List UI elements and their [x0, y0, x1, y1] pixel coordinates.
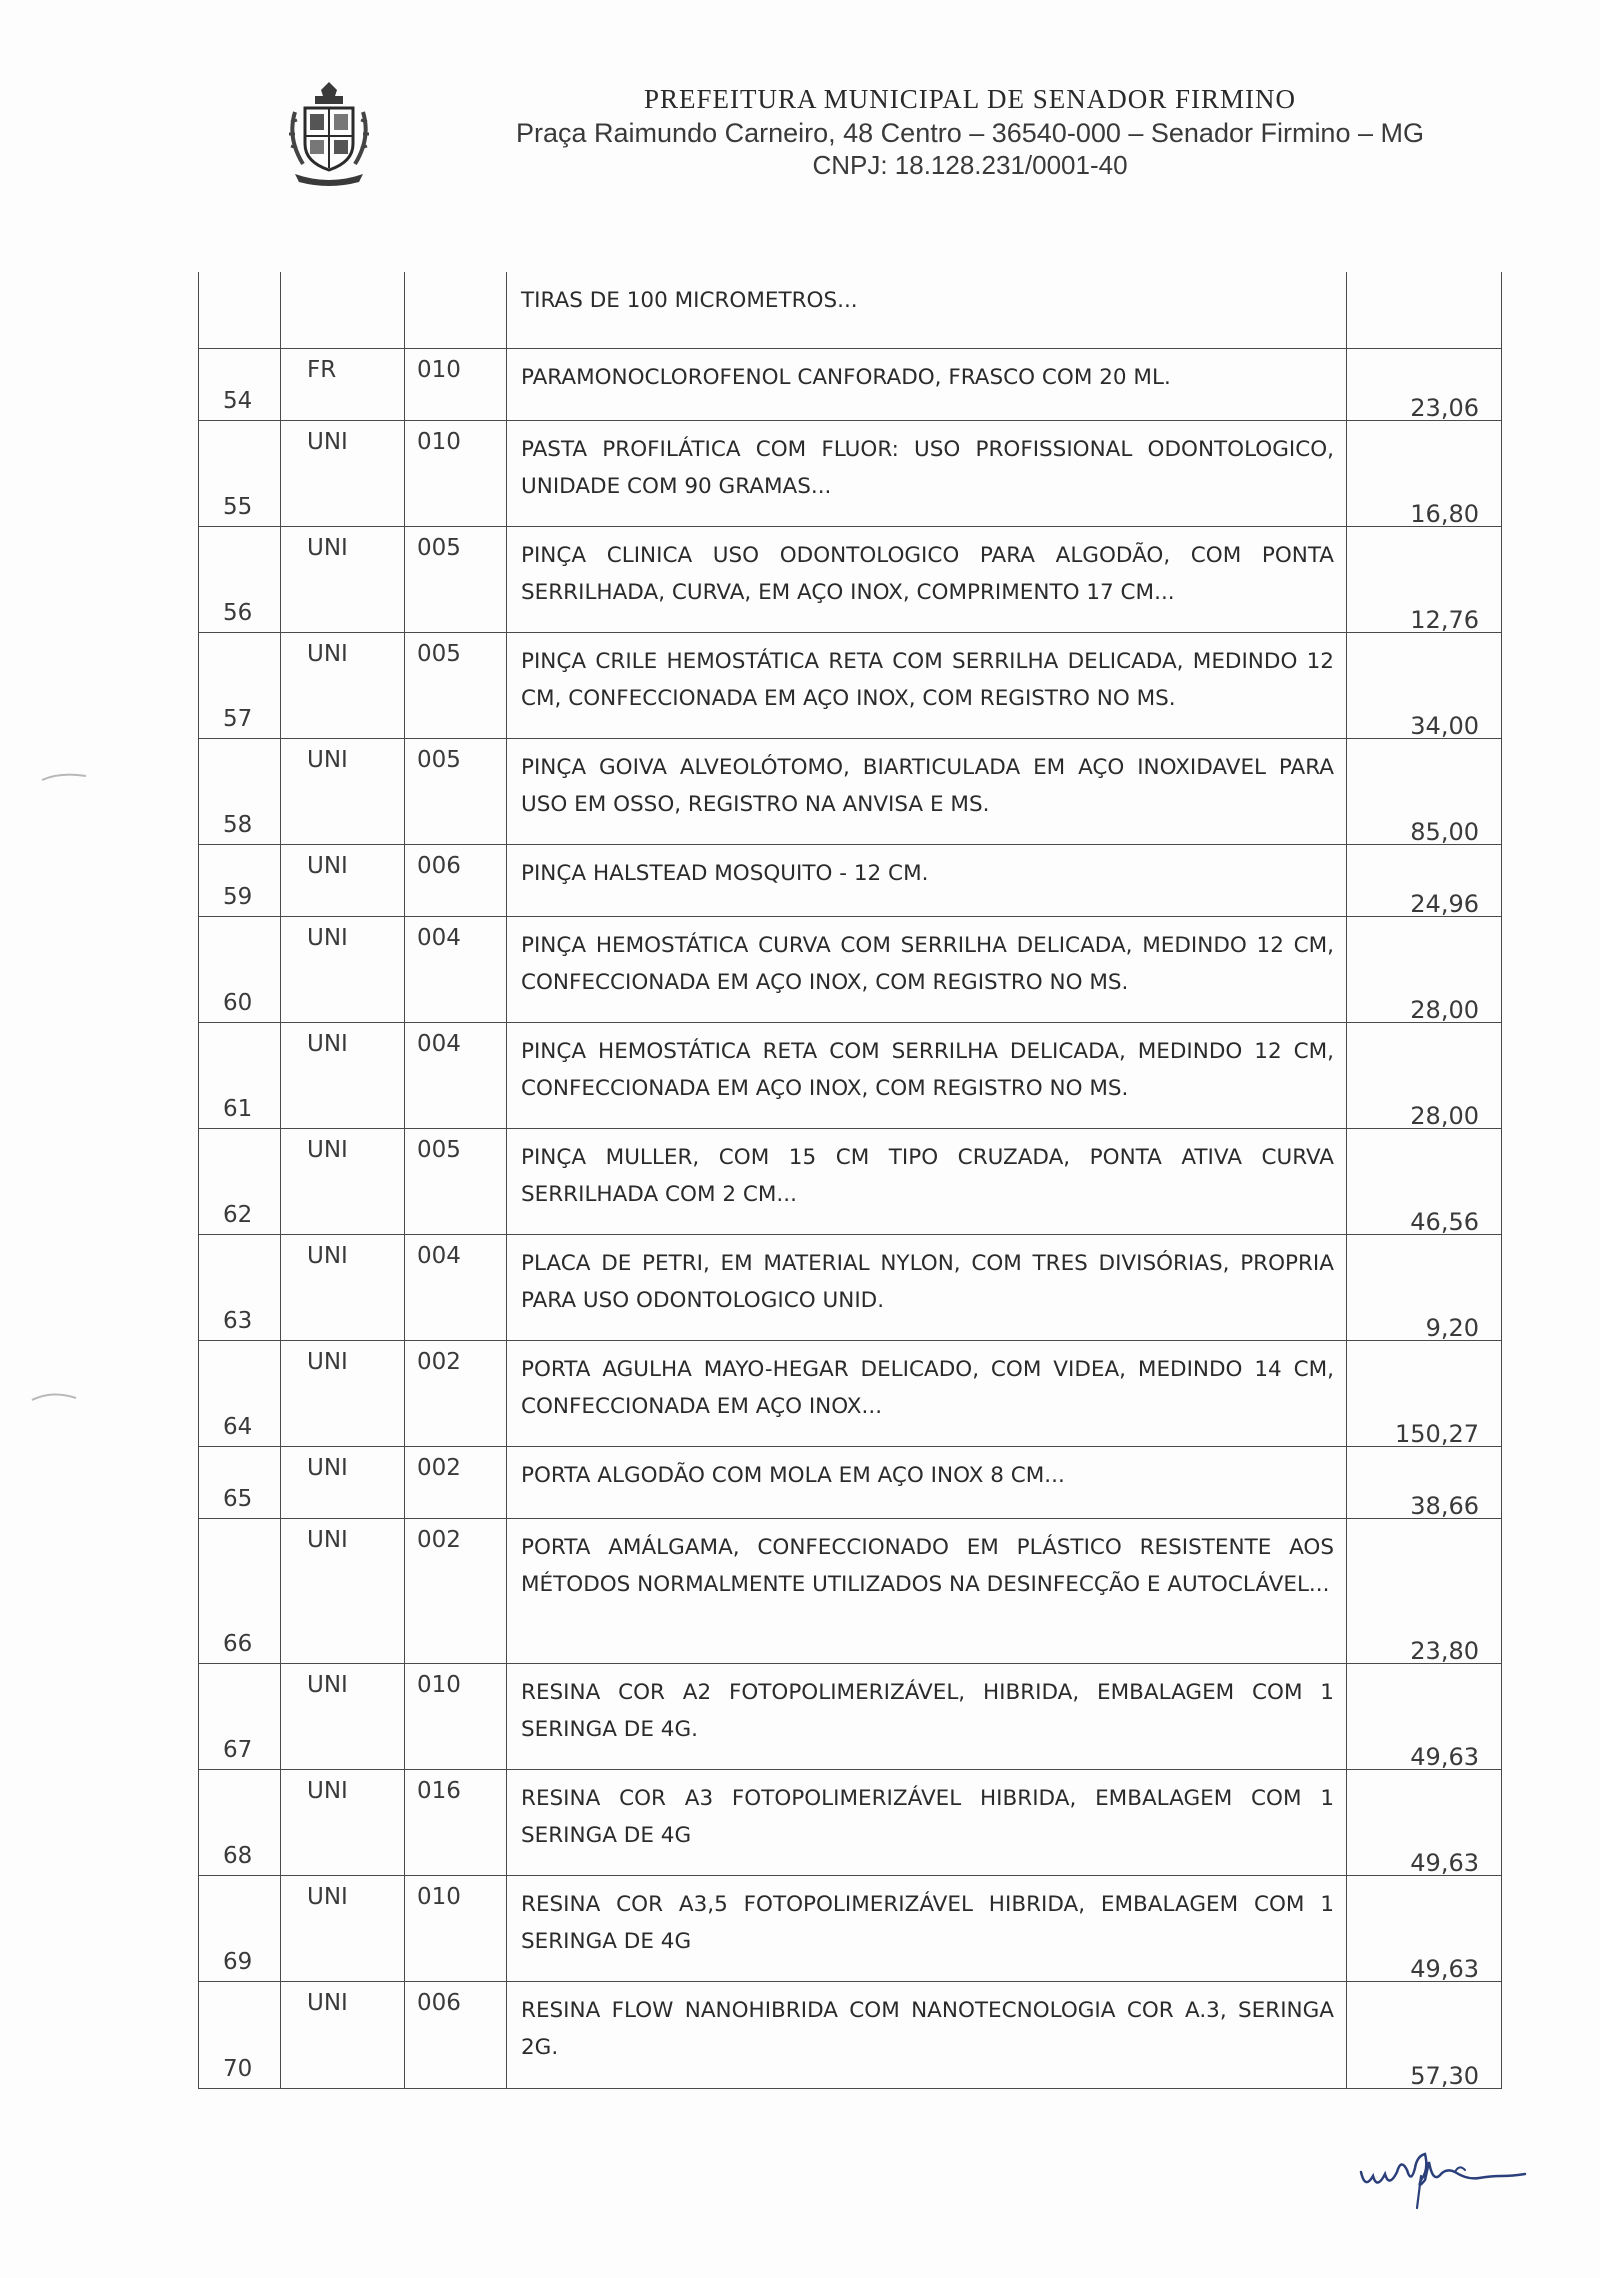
quantity-cell — [405, 1341, 507, 1446]
description-text: RESINA COR A3 FOTOPOLIMERIZÁVEL HIBRIDA, EMBALAGEM COM 1 SERINGA DE 4G — [521, 1786, 1334, 1848]
price-text: 49,63 — [1410, 1743, 1479, 1771]
item-number-cell — [199, 527, 281, 632]
description-cell — [507, 1129, 1347, 1234]
description-text: PINÇA CRILE HEMOSTÁTICA RETA COM SERRILHA DELICADA, MEDINDO 12 CM, CONFECCIONADA EM AÇO INOX, COM REGISTRO NO MS. — [521, 649, 1334, 711]
item-number: 60 — [223, 990, 253, 1016]
item-number: 57 — [223, 706, 253, 732]
quantity-text: 005 — [417, 1137, 461, 1163]
item-number-cell — [199, 917, 281, 1022]
price-text: 23,80 — [1410, 1637, 1479, 1665]
item-number-cell — [199, 421, 281, 526]
description-text: RESINA FLOW NANOHIBRIDA COM NANOTECNOLOGIA COR A.3, SERINGA 2G. — [521, 1998, 1334, 2060]
unit-cell — [281, 1447, 405, 1518]
header-cnpj: CNPJ: 18.128.231/0001-40 — [812, 150, 1128, 180]
unit-cell — [281, 633, 405, 738]
item-number-cell — [199, 1129, 281, 1234]
unit-cell — [281, 1982, 405, 2088]
table-row-continuation — [199, 272, 1501, 348]
price-text: 16,80 — [1410, 500, 1479, 528]
description-cell — [507, 272, 1347, 348]
item-number: 59 — [223, 884, 253, 910]
table-row — [199, 1446, 1501, 1518]
description-text: PINÇA HEMOSTÁTICA RETA COM SERRILHA DELICADA, MEDINDO 12 CM, CONFECCIONADA EM AÇO INOX, COM REGISTRO NO MS. — [521, 1039, 1334, 1101]
unit-cell — [281, 1023, 405, 1128]
price-text: 9,20 — [1425, 1314, 1479, 1342]
quantity-text: 005 — [417, 641, 461, 667]
price-cell — [1347, 421, 1501, 526]
quantity-cell — [405, 1519, 507, 1663]
table-row — [199, 1663, 1501, 1769]
quantity-text: 002 — [417, 1349, 461, 1375]
table-row — [199, 348, 1501, 420]
description-cell — [507, 1519, 1347, 1663]
item-number: 58 — [223, 812, 253, 838]
quantity-cell — [405, 845, 507, 916]
unit-cell — [281, 845, 405, 916]
description-cell — [507, 633, 1347, 738]
unit-cell — [281, 1664, 405, 1769]
price-text: 28,00 — [1410, 996, 1479, 1024]
municipal-crest-icon — [283, 78, 375, 188]
table-row — [199, 844, 1501, 916]
unit-cell — [281, 1235, 405, 1340]
description-text: PASTA PROFILÁTICA COM FLUOR: USO PROFISSIONAL ODONTOLOGICO, UNIDADE COM 90 GRAMAS... — [521, 437, 1334, 499]
unit-cell — [281, 917, 405, 1022]
quantity-cell — [405, 421, 507, 526]
unit-text: UNI — [307, 1527, 348, 1553]
unit-text: UNI — [307, 1778, 348, 1804]
description-cell — [507, 845, 1347, 916]
quantity-text: 004 — [417, 925, 461, 951]
quantity-text: 010 — [417, 1672, 461, 1698]
price-cell — [1347, 1876, 1501, 1981]
price-text: 85,00 — [1410, 818, 1479, 846]
description-cell — [507, 1447, 1347, 1518]
description-text: RESINA COR A2 FOTOPOLIMERIZÁVEL, HIBRIDA, EMBALAGEM COM 1 SERINGA DE 4G. — [521, 1680, 1334, 1742]
item-number-cell — [199, 633, 281, 738]
description-cell — [507, 527, 1347, 632]
description-cell — [507, 1982, 1347, 2088]
unit-text: UNI — [307, 1243, 348, 1269]
description-text: TIRAS DE 100 MICROMETROS... — [521, 288, 858, 313]
price-cell — [1347, 527, 1501, 632]
table-row — [199, 1769, 1501, 1875]
price-cell — [1347, 1519, 1501, 1663]
quantity-text: 010 — [417, 429, 461, 455]
item-number: 56 — [223, 600, 253, 626]
quantity-cell — [405, 1023, 507, 1128]
unit-text: UNI — [307, 747, 348, 773]
quantity-text: 010 — [417, 1884, 461, 1910]
price-cell — [1347, 272, 1501, 348]
item-number-cell — [199, 1023, 281, 1128]
quantity-text: 002 — [417, 1527, 461, 1553]
item-number-cell — [199, 1341, 281, 1446]
description-text: PINÇA HEMOSTÁTICA CURVA COM SERRILHA DELICADA, MEDINDO 12 CM, CONFECCIONADA EM AÇO INOX, COM REGISTRO NO MS. — [521, 933, 1334, 995]
quantity-cell — [405, 1982, 507, 2088]
price-text: 46,56 — [1410, 1208, 1479, 1236]
description-cell — [507, 917, 1347, 1022]
item-number: 61 — [223, 1096, 253, 1122]
item-number-cell — [199, 1447, 281, 1518]
description-cell — [507, 1770, 1347, 1875]
table-row — [199, 1981, 1501, 2088]
quantity-text: 004 — [417, 1243, 461, 1269]
items-table — [198, 272, 1502, 2089]
table-row — [199, 916, 1501, 1022]
table-row — [199, 1234, 1501, 1340]
quantity-text: 005 — [417, 535, 461, 561]
unit-text: UNI — [307, 1672, 348, 1698]
unit-text: UNI — [307, 1455, 348, 1481]
unit-cell — [281, 349, 405, 420]
unit-text: UNI — [307, 1990, 348, 2016]
table-row — [199, 526, 1501, 632]
item-number: 67 — [223, 1737, 253, 1763]
price-cell — [1347, 633, 1501, 738]
item-number-cell — [199, 272, 281, 348]
unit-text: UNI — [307, 925, 348, 951]
item-number: 69 — [223, 1949, 253, 1975]
description-text: PARAMONOCLOROFENOL CANFORADO, FRASCO COM 20 ML. — [521, 365, 1171, 390]
quantity-cell — [405, 349, 507, 420]
quantity-cell — [405, 1664, 507, 1769]
item-number: 65 — [223, 1486, 253, 1512]
item-number: 55 — [223, 494, 253, 520]
description-text: PINÇA CLINICA USO ODONTOLOGICO PARA ALGODÃO, COM PONTA SERRILHADA, CURVA, EM AÇO INOX, COMPRIMENTO 17 CM... — [521, 543, 1334, 605]
unit-text: UNI — [307, 1884, 348, 1910]
price-text: 34,00 — [1410, 712, 1479, 740]
item-number-cell — [199, 845, 281, 916]
item-number: 68 — [223, 1843, 253, 1869]
quantity-text: 004 — [417, 1031, 461, 1057]
item-number-cell — [199, 1770, 281, 1875]
unit-text: UNI — [307, 535, 348, 561]
unit-text: UNI — [307, 1349, 348, 1375]
unit-cell — [281, 1770, 405, 1875]
price-cell — [1347, 845, 1501, 916]
unit-text: UNI — [307, 641, 348, 667]
price-text: 150,27 — [1395, 1420, 1479, 1448]
quantity-text: 005 — [417, 747, 461, 773]
quantity-cell — [405, 1770, 507, 1875]
description-cell — [507, 349, 1347, 420]
description-text: PORTA AGULHA MAYO-HEGAR DELICADO, COM VIDEA, MEDINDO 14 CM, CONFECCIONADA EM AÇO INOX... — [521, 1357, 1334, 1419]
item-number-cell — [199, 1876, 281, 1981]
price-text: 23,06 — [1410, 394, 1479, 422]
description-text: PINÇA GOIVA ALVEOLÓTOMO, BIARTICULADA EM AÇO INOXIDAVEL PARA USO EM OSSO, REGISTRO NA ANVISA E MS. — [521, 755, 1334, 817]
item-number-cell — [199, 1664, 281, 1769]
header-address: Praça Raimundo Carneiro, 48 Centro – 36540-000 – Senador Firmino – MG — [516, 118, 1424, 148]
table-row — [199, 632, 1501, 738]
unit-text: UNI — [307, 1031, 348, 1057]
description-text: PLACA DE PETRI, EM MATERIAL NYLON, COM TRES DIVISÓRIAS, PROPRIA PARA USO ODONTOLOGICO UNID. — [521, 1251, 1334, 1313]
signature-icon — [1355, 2150, 1545, 2220]
price-cell — [1347, 1770, 1501, 1875]
item-number-cell — [199, 1982, 281, 2088]
quantity-cell — [405, 272, 507, 348]
price-text: 49,63 — [1410, 1955, 1479, 1983]
table-row — [199, 1875, 1501, 1981]
unit-cell — [281, 739, 405, 844]
item-number-cell — [199, 349, 281, 420]
table-row — [199, 420, 1501, 526]
description-text: RESINA COR A3,5 FOTOPOLIMERIZÁVEL HIBRIDA, EMBALAGEM COM 1 SERINGA DE 4G — [521, 1892, 1334, 1954]
quantity-cell — [405, 633, 507, 738]
quantity-text: 010 — [417, 357, 461, 383]
price-text: 57,30 — [1410, 2062, 1479, 2090]
unit-cell — [281, 1519, 405, 1663]
unit-cell — [281, 421, 405, 526]
item-number-cell — [199, 1519, 281, 1663]
quantity-text: 002 — [417, 1455, 461, 1481]
quantity-cell — [405, 739, 507, 844]
description-text: PORTA ALGODÃO COM MOLA EM AÇO INOX 8 CM... — [521, 1463, 1065, 1488]
description-cell — [507, 1876, 1347, 1981]
quantity-cell — [405, 1876, 507, 1981]
quantity-cell — [405, 527, 507, 632]
quantity-cell — [405, 917, 507, 1022]
description-cell — [507, 1023, 1347, 1128]
price-text: 28,00 — [1410, 1102, 1479, 1130]
description-cell — [507, 421, 1347, 526]
item-number: 70 — [223, 2056, 253, 2082]
description-cell — [507, 739, 1347, 844]
unit-text: FR — [307, 357, 337, 383]
quantity-cell — [405, 1235, 507, 1340]
price-text: 24,96 — [1410, 890, 1479, 918]
item-number-cell — [199, 1235, 281, 1340]
price-cell — [1347, 1235, 1501, 1340]
description-text: PORTA AMÁLGAMA, CONFECCIONADO EM PLÁSTICO RESISTENTE AOS MÉTODOS NORMALMENTE UTILIZADOS NA DESINFECÇÃO E AUTOCLÁVEL... — [521, 1535, 1334, 1597]
description-cell — [507, 1341, 1347, 1446]
price-cell — [1347, 349, 1501, 420]
unit-text: UNI — [307, 853, 348, 879]
item-number: 54 — [223, 388, 253, 414]
scan-mark-icon — [40, 770, 90, 784]
description-cell — [507, 1664, 1347, 1769]
table-row — [199, 738, 1501, 844]
price-cell — [1347, 1341, 1501, 1446]
description-text: PINÇA MULLER, COM 15 CM TIPO CRUZADA, PONTA ATIVA CURVA SERRILHADA COM 2 CM... — [521, 1145, 1334, 1207]
table-row — [199, 1022, 1501, 1128]
price-cell — [1347, 1447, 1501, 1518]
price-text: 49,63 — [1410, 1849, 1479, 1877]
description-cell — [507, 1235, 1347, 1340]
item-number: 62 — [223, 1202, 253, 1228]
quantity-cell — [405, 1447, 507, 1518]
unit-cell — [281, 1129, 405, 1234]
item-number: 64 — [223, 1414, 253, 1440]
quantity-text: 016 — [417, 1778, 461, 1804]
price-cell — [1347, 1982, 1501, 2088]
quantity-cell — [405, 1129, 507, 1234]
unit-cell — [281, 527, 405, 632]
price-cell — [1347, 739, 1501, 844]
scan-mark-icon — [30, 1390, 80, 1404]
description-text: PINÇA HALSTEAD MOSQUITO - 12 CM. — [521, 861, 929, 886]
unit-text: UNI — [307, 1137, 348, 1163]
table-row — [199, 1128, 1501, 1234]
price-cell — [1347, 1664, 1501, 1769]
quantity-text: 006 — [417, 853, 461, 879]
quantity-text: 006 — [417, 1990, 461, 2016]
price-text: 12,76 — [1410, 606, 1479, 634]
item-number: 63 — [223, 1308, 253, 1334]
unit-cell — [281, 272, 405, 348]
price-cell — [1347, 1129, 1501, 1234]
unit-text: UNI — [307, 429, 348, 455]
header-title: PREFEITURA MUNICIPAL DE SENADOR FIRMINO — [643, 84, 1297, 114]
price-text: 38,66 — [1410, 1492, 1479, 1520]
unit-cell — [281, 1341, 405, 1446]
price-cell — [1347, 1023, 1501, 1128]
item-number: 66 — [223, 1631, 253, 1657]
table-row — [199, 1518, 1501, 1663]
table-row — [199, 1340, 1501, 1446]
item-number-cell — [199, 739, 281, 844]
unit-cell — [281, 1876, 405, 1981]
price-cell — [1347, 917, 1501, 1022]
